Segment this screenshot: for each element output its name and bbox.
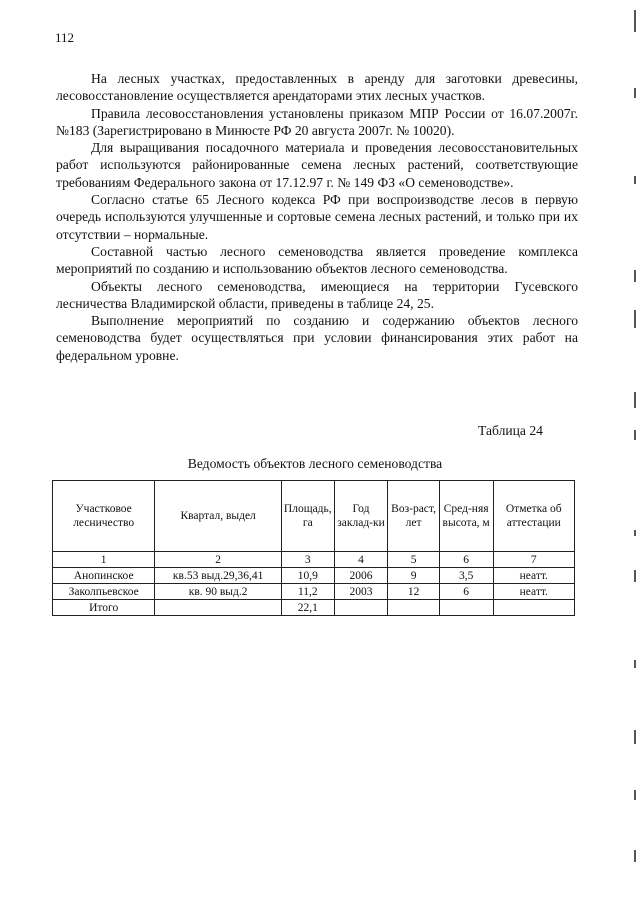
table-cell <box>334 600 388 616</box>
table-caption: Таблица 24 <box>478 423 543 438</box>
paragraph: Составной частью лесного семеноводства является проведение комплекса мероприятий по созданию и использованию объектов лесного семеноводства. <box>56 243 578 277</box>
seed-objects-table <box>52 480 575 616</box>
column-header: Площадь, га <box>281 481 334 552</box>
table-cell: 9 <box>388 568 439 584</box>
column-number: 1 <box>53 552 155 568</box>
table-cell: 3,5 <box>439 568 493 584</box>
table-cell: Итого <box>53 600 155 616</box>
column-number: 7 <box>493 552 575 568</box>
column-number: 6 <box>439 552 493 568</box>
table-cell: 12 <box>388 584 439 600</box>
page-number: 112 <box>55 30 75 45</box>
table-total-row <box>53 600 575 616</box>
paragraph: Выполнение мероприятий по созданию и содержанию объектов лесного семеноводства будет осуществляться при условии финансирования этих работ на федеральном уровне. <box>56 313 578 363</box>
table-title: Ведомость объектов лесного семеноводства <box>187 456 443 471</box>
table-cell: Заколпьевское <box>53 584 155 600</box>
table-cell: 2003 <box>334 584 388 600</box>
table-cell <box>493 600 575 616</box>
table-cell: Анопинское <box>53 568 155 584</box>
table-cell: 6 <box>439 584 493 600</box>
paragraph: На лесных участках, предоставленных в аренду для заготовки древесины, лесовосстановление осуществляется арендаторами этих лесных участков. <box>56 71 578 104</box>
column-number: 2 <box>155 552 282 568</box>
table-cell: неатт. <box>493 584 575 600</box>
table-cell: 10,9 <box>281 568 334 584</box>
paragraph: Для выращивания посадочного материала и проведения лесовосстановительных работ используются районированные семена лесных растений, соответствующие требованиям Федерального закона от 17.12.97 г. № 149 ФЗ «О семеноводстве». <box>56 140 578 190</box>
column-header: Квартал, выдел <box>155 481 282 552</box>
table-cell: 11,2 <box>281 584 334 600</box>
column-number: 5 <box>388 552 439 568</box>
column-number: 3 <box>281 552 334 568</box>
table-cell <box>155 600 282 616</box>
table-cell: 2006 <box>334 568 388 584</box>
table-cell: неатт. <box>493 568 575 584</box>
table-cell: кв.53 выд.29,36,41 <box>155 568 282 584</box>
table-cell: 22,1 <box>281 600 334 616</box>
column-header: Отметка об аттестации <box>493 481 575 552</box>
table-cell <box>388 600 439 616</box>
table-row <box>53 568 575 584</box>
paragraph: Правила лесовосстановления установлены приказом МПР России от 16.07.2007г. №183 (Зарегистрировано в Минюсте РФ 20 августа 2007г. № 10020). <box>56 105 578 138</box>
table-row <box>53 584 575 600</box>
column-header: Год заклад-ки <box>334 481 388 552</box>
paragraph: Объекты лесного семеноводства, имеющиеся на территории Гусевского лесничества Владимирской области, приведены в таблице 24, 25. <box>56 278 578 311</box>
column-header: Участковое лесничество <box>53 481 155 552</box>
scan-edge-marks <box>630 0 640 905</box>
column-header: Сред-няя высота, м <box>439 481 493 552</box>
column-number: 4 <box>334 552 388 568</box>
table-cell: кв. 90 выд.2 <box>155 584 282 600</box>
body-text <box>56 70 578 364</box>
column-number-row <box>53 552 575 568</box>
column-header: Воз-раст, лет <box>388 481 439 552</box>
table-header-row <box>53 481 575 552</box>
paragraph: Согласно статье 65 Лесного кодекса РФ при воспроизводстве лесов в первую очередь используются улучшенные и сортовые семена лесных растений, и только при их отсутствии – нормальные. <box>56 192 578 242</box>
table-cell <box>439 600 493 616</box>
